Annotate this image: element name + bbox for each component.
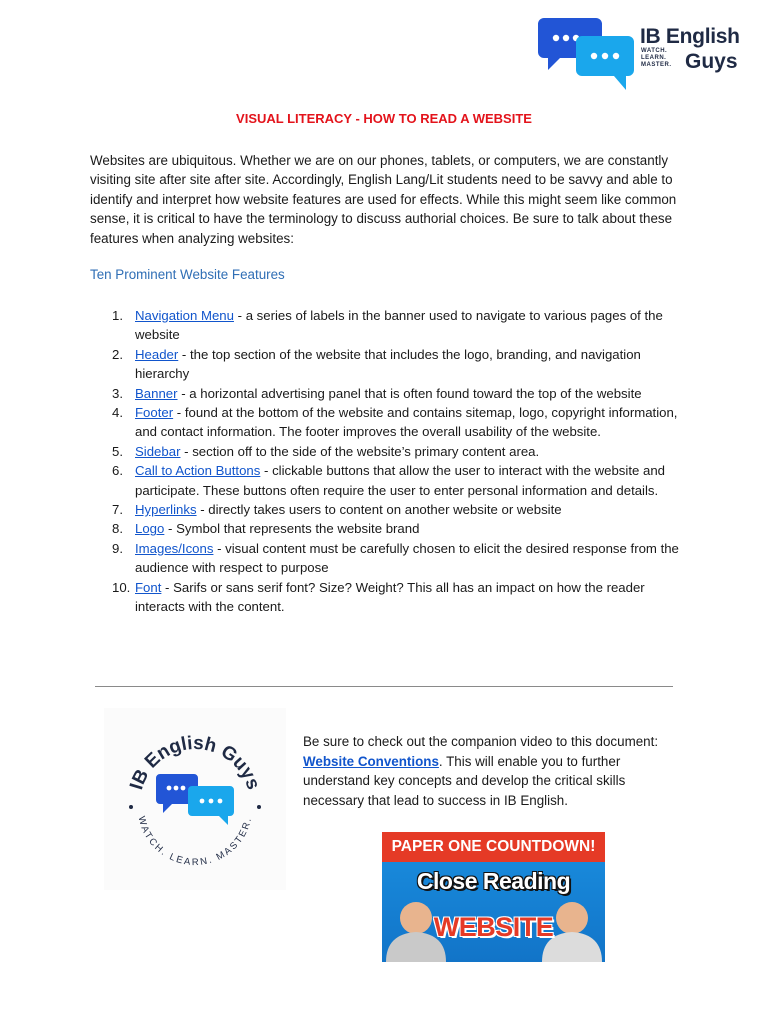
video-thumbnail[interactable] — [382, 832, 605, 962]
feature-link-font[interactable]: Font — [135, 579, 162, 595]
thumbnail-subtitle: WEBSITE — [433, 912, 554, 942]
feature-link-footer[interactable]: Footer — [135, 405, 174, 421]
round-brand-logo — [104, 708, 286, 890]
svg-text:WATCH. LEARN. MASTER. — [136, 815, 255, 868]
intro-paragraph: Websites are ubiquitous. Whether we are on our phones, tablets, or computers, we are constantly visiting site after site after site. Accordingly, English Lang/Lit students need to be savvy and able to identify and interpret how website features are used for effects. While this might seem like common sense, it is critical to have the terminology to discuss authorial choices. Be sure to talk about these features when analyzing websites: — [90, 153, 677, 246]
list-item: 9. Images/Icons - visual content must be carefully chosen to elicit the desired response from the audience with respect to purpose — [112, 540, 679, 576]
brand-name: IB English — [640, 25, 740, 48]
list-item: 5. Sidebar - section off to the side of the website’s primary content area. — [112, 443, 540, 459]
round-logo-graphic — [104, 708, 286, 890]
feature-link-header[interactable]: Header — [135, 346, 179, 362]
round-logo-tagline: WATCH. LEARN. MASTER. — [135, 815, 255, 869]
thumbnail-title: Close Reading — [416, 868, 571, 894]
chat-bubbles-icon — [538, 12, 638, 92]
brand-tagline: WATCH. LEARN. MASTER. — [641, 48, 672, 68]
companion-paragraph: Be sure to check out the companion video to this document: Website Conventions. This will enable you to further understand key concepts and develop the critical skills necessary that lead to success in IB English. — [303, 734, 659, 808]
brand-logo — [538, 12, 746, 92]
feature-link-call-to-action[interactable]: Call to Action Buttons — [135, 463, 261, 479]
feature-link-navigation-menu[interactable]: Navigation Menu — [135, 308, 234, 323]
thumbnail-banner: PAPER ONE COUNTDOWN! — [382, 832, 605, 862]
feature-link-banner[interactable]: Banner — [135, 385, 178, 401]
list-item: 2. Header - the top section of the website that includes the logo, branding, and navigation hierarchy — [112, 346, 641, 382]
brand-name-guys: Guys — [685, 50, 738, 73]
features-subheading: Ten Prominent Website Features — [90, 267, 285, 282]
feature-link-images-icons[interactable]: Images/Icons — [135, 540, 214, 556]
page-title: VISUAL LITERACY - HOW TO READ A WEBSITE — [236, 111, 532, 126]
list-item: 7. Hyperlinks - directly takes users to content on another website or website — [112, 502, 562, 518]
features-list — [90, 306, 680, 617]
list-item: 8. Logo - Symbol that represents the website brand — [112, 521, 420, 537]
feature-link-logo[interactable]: Logo — [135, 521, 165, 537]
list-item: 3. Banner - a horizontal advertising panel that is often found toward the top of the website — [112, 385, 642, 401]
list-item: 4. Footer - found at the bottom of the website and contains sitemap, logo, copyright information, and contact information. The footer improves the overall usability of the website. — [112, 405, 678, 440]
section-divider — [95, 686, 673, 687]
feature-link-sidebar[interactable]: Sidebar — [135, 443, 181, 459]
feature-link-hyperlinks[interactable]: Hyperlinks — [135, 502, 197, 518]
round-logo-title: IB English Guys — [126, 732, 264, 793]
companion-video-link[interactable]: Website Conventions — [303, 753, 439, 769]
list-item: 10. Font - Sarifs or sans serif font? Size? Weight? This all has an impact on how the reader interacts with the content. — [112, 579, 645, 615]
chat-bubbles-icon — [156, 774, 234, 825]
list-item: 1. Navigation Menu - a series of labels in the banner used to navigate to various pages of the website — [112, 308, 663, 343]
list-item: 6. Call to Action Buttons - clickable buttons that allow the user to interact with the website and participate. These buttons often require the user to enter personal information and details. — [112, 463, 665, 498]
